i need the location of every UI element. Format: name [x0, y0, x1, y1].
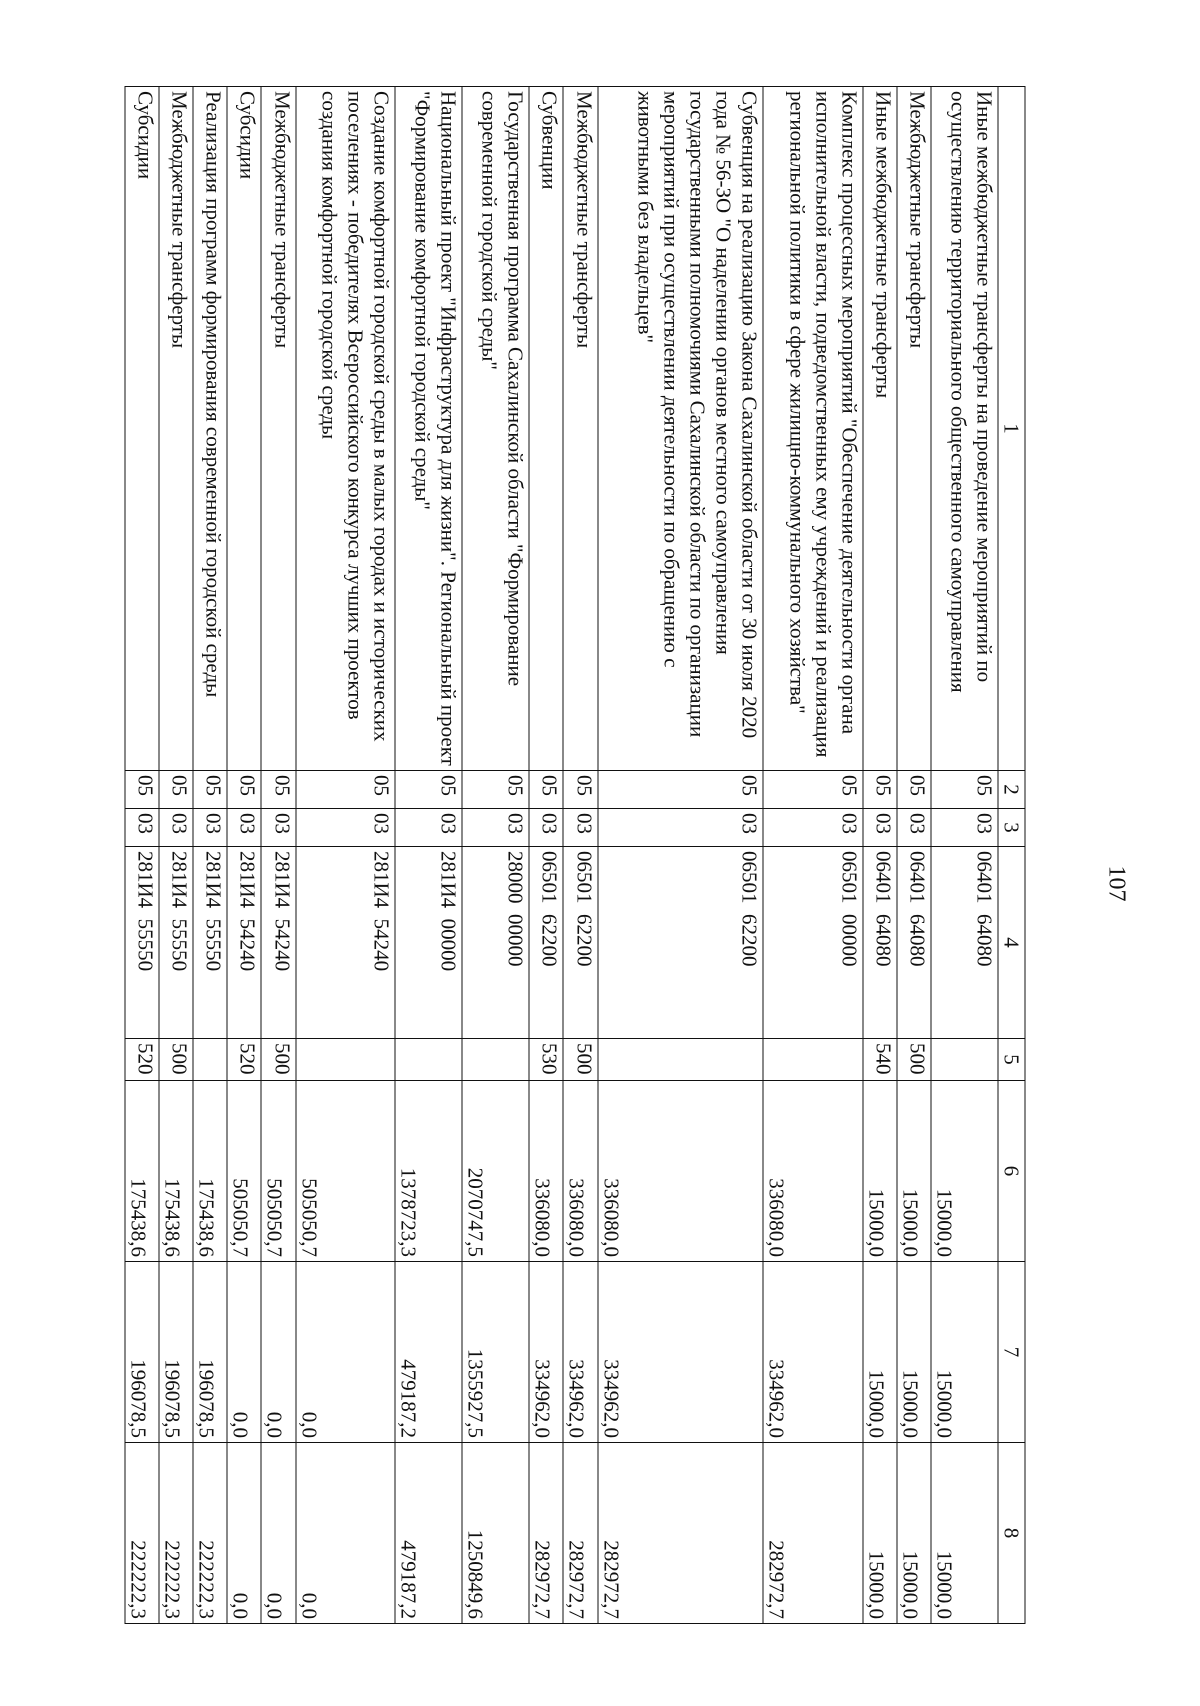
- row-amount-col7: 196078,5: [159, 1262, 193, 1443]
- table-row: [395, 87, 462, 1624]
- row-subsection-code: 03: [193, 809, 227, 847]
- row-amount-col7: 196078,5: [125, 1262, 159, 1443]
- table-row: [296, 87, 396, 1624]
- row-expense-type-code: 500: [262, 1039, 296, 1081]
- row-section-code: 05: [462, 771, 529, 809]
- column-header: 4: [998, 847, 1025, 1039]
- row-target-article-code: 06501 62200: [529, 847, 563, 1039]
- row-target-article-code: 281И4 54240: [296, 847, 396, 1039]
- table-row: [763, 87, 863, 1624]
- budget-table: [125, 86, 1026, 1624]
- row-subsection-code: 03: [227, 809, 261, 847]
- row-amount-col8: 0,0: [227, 1443, 261, 1624]
- row-amount-col7: 0,0: [262, 1262, 296, 1443]
- row-expense-type-code: 500: [159, 1039, 193, 1081]
- row-subsection-code: 03: [563, 809, 597, 847]
- table-row: [897, 87, 931, 1624]
- row-amount-col8: 1250849,6: [462, 1443, 529, 1624]
- row-amount-col7: 0,0: [296, 1262, 396, 1443]
- row-section-code: 05: [897, 771, 931, 809]
- row-amount-col7: 15000,0: [863, 1262, 897, 1443]
- row-target-article-code: 281И4 55550: [193, 847, 227, 1039]
- row-amount-col8: 15000,0: [897, 1443, 931, 1624]
- row-amount-col8: 222222,3: [159, 1443, 193, 1624]
- row-amount-col7: 15000,0: [897, 1262, 931, 1443]
- column-header: 3: [998, 809, 1025, 847]
- row-amount-col7: 0,0: [227, 1262, 261, 1443]
- table-header-row: [998, 87, 1025, 1624]
- row-description: Субвенции: [529, 87, 563, 771]
- table-row: [193, 87, 227, 1624]
- row-amount-col6: 15000,0: [931, 1081, 998, 1262]
- row-description: Субсидии: [125, 87, 159, 771]
- row-target-article-code: 28000 00000: [462, 847, 529, 1039]
- row-amount-col7: 196078,5: [193, 1262, 227, 1443]
- row-amount-col7: 334962,0: [598, 1262, 764, 1443]
- row-amount-col6: 15000,0: [897, 1081, 931, 1262]
- row-description: Иные межбюджетные трансферты: [863, 87, 897, 771]
- column-header: 5: [998, 1039, 1025, 1081]
- row-amount-col6: 175438,6: [125, 1081, 159, 1262]
- row-description: Межбюджетные трансферты: [262, 87, 296, 771]
- row-section-code: 05: [598, 771, 764, 809]
- table-row: [598, 87, 764, 1624]
- column-header: 8: [998, 1443, 1025, 1624]
- table-row: [529, 87, 563, 1624]
- row-amount-col6: 336080,0: [763, 1081, 863, 1262]
- row-amount-col7: 334962,0: [529, 1262, 563, 1443]
- row-amount-col6: 336080,0: [563, 1081, 597, 1262]
- table-row: [227, 87, 261, 1624]
- row-subsection-code: 03: [262, 809, 296, 847]
- row-section-code: 05: [227, 771, 261, 809]
- row-subsection-code: 03: [462, 809, 529, 847]
- row-subsection-code: 03: [529, 809, 563, 847]
- row-description: Государственная программа Сахалинской области "Формирование современной городской среды": [462, 87, 529, 771]
- table-row: [462, 87, 529, 1624]
- row-amount-col6: 15000,0: [863, 1081, 897, 1262]
- row-description: Межбюджетные трансферты: [159, 87, 193, 771]
- row-section-code: 05: [931, 771, 998, 809]
- table-row: [262, 87, 296, 1624]
- row-description: Национальный проект "Инфраструктура для жизни". Региональный проект "Формирование комфортной городской среды": [395, 87, 462, 771]
- row-description: Субсидии: [227, 87, 261, 771]
- row-amount-col8: 222222,3: [125, 1443, 159, 1624]
- row-expense-type-code: [763, 1039, 863, 1081]
- row-amount-col7: 334962,0: [563, 1262, 597, 1443]
- row-section-code: 05: [763, 771, 863, 809]
- row-description: Реализация программ формирования современной городской среды: [193, 87, 227, 771]
- table-row: [563, 87, 597, 1624]
- row-subsection-code: 03: [125, 809, 159, 847]
- row-target-article-code: 06501 00000: [763, 847, 863, 1039]
- row-description: Межбюджетные трансферты: [563, 87, 597, 771]
- row-section-code: 05: [296, 771, 396, 809]
- row-amount-col8: 0,0: [296, 1443, 396, 1624]
- row-amount-col8: 222222,3: [193, 1443, 227, 1624]
- row-expense-type-code: 520: [125, 1039, 159, 1081]
- row-subsection-code: 03: [598, 809, 764, 847]
- row-amount-col8: 479187,2: [395, 1443, 462, 1624]
- row-amount-col8: 282972,7: [598, 1443, 764, 1624]
- row-section-code: 05: [193, 771, 227, 809]
- row-subsection-code: 03: [395, 809, 462, 847]
- table-row: [159, 87, 193, 1624]
- row-section-code: 05: [125, 771, 159, 809]
- row-description: Иные межбюджетные трансферты на проведение мероприятий по осуществлению территориального общественного самоуправления: [931, 87, 998, 771]
- row-expense-type-code: [462, 1039, 529, 1081]
- row-expense-type-code: 530: [529, 1039, 563, 1081]
- row-amount-col6: 1378723,3: [395, 1081, 462, 1262]
- row-target-article-code: 281И4 54240: [227, 847, 261, 1039]
- row-description: Межбюджетные трансферты: [897, 87, 931, 771]
- row-expense-type-code: [193, 1039, 227, 1081]
- column-header: 1: [998, 87, 1025, 771]
- row-section-code: 05: [529, 771, 563, 809]
- row-target-article-code: 06401 64080: [931, 847, 998, 1039]
- row-description: Создание комфортной городской среды в малых городах и исторических поселениях - победителях Всероссийского конкурса лучших проектов создания комфортной городской среды: [296, 87, 396, 771]
- row-target-article-code: 06501 62200: [563, 847, 597, 1039]
- row-amount-col6: 505050,7: [227, 1081, 261, 1262]
- row-amount-col8: 15000,0: [931, 1443, 998, 1624]
- row-expense-type-code: [395, 1039, 462, 1081]
- table-row: [125, 87, 159, 1624]
- column-header: 6: [998, 1081, 1025, 1262]
- row-amount-col8: 0,0: [262, 1443, 296, 1624]
- row-amount-col7: 479187,2: [395, 1262, 462, 1443]
- row-amount-col6: 2070747,5: [462, 1081, 529, 1262]
- row-target-article-code: 06401 64080: [897, 847, 931, 1039]
- row-expense-type-code: 500: [897, 1039, 931, 1081]
- row-amount-col6: 336080,0: [529, 1081, 563, 1262]
- row-target-article-code: 281И4 55550: [125, 847, 159, 1039]
- row-target-article-code: 281И4 00000: [395, 847, 462, 1039]
- column-header: 7: [998, 1262, 1025, 1443]
- row-section-code: 05: [262, 771, 296, 809]
- table-row: [863, 87, 897, 1624]
- row-section-code: 05: [395, 771, 462, 809]
- row-section-code: 05: [863, 771, 897, 809]
- row-subsection-code: 03: [897, 809, 931, 847]
- row-amount-col6: 175438,6: [193, 1081, 227, 1262]
- page-number: 107: [1103, 865, 1130, 902]
- row-section-code: 05: [563, 771, 597, 809]
- row-subsection-code: 03: [863, 809, 897, 847]
- row-expense-type-code: [931, 1039, 998, 1081]
- row-amount-col8: 282972,7: [763, 1443, 863, 1624]
- row-amount-col8: 282972,7: [529, 1443, 563, 1624]
- row-amount-col6: 175438,6: [159, 1081, 193, 1262]
- row-subsection-code: 03: [159, 809, 193, 847]
- row-description: Комплекс процессных мероприятий "Обеспечение деятельности органа исполнительной власти, подведомственных ему учреждений и реализация региональной политики в сфере жилищно-коммунального хозяйства": [763, 87, 863, 771]
- row-amount-col6: 505050,7: [296, 1081, 396, 1262]
- column-header: 2: [998, 771, 1025, 809]
- row-amount-col6: 336080,0: [598, 1081, 764, 1262]
- row-amount-col6: 505050,7: [262, 1081, 296, 1262]
- row-amount-col7: 15000,0: [931, 1262, 998, 1443]
- row-expense-type-code: 540: [863, 1039, 897, 1081]
- row-subsection-code: 03: [763, 809, 863, 847]
- row-expense-type-code: [296, 1039, 396, 1081]
- row-target-article-code: 06501 62200: [598, 847, 764, 1039]
- row-target-article-code: 281И4 54240: [262, 847, 296, 1039]
- row-amount-col8: 15000,0: [863, 1443, 897, 1624]
- row-subsection-code: 03: [931, 809, 998, 847]
- row-expense-type-code: [598, 1039, 764, 1081]
- table-row: [931, 87, 998, 1624]
- row-expense-type-code: 520: [227, 1039, 261, 1081]
- row-target-article-code: 281И4 55550: [159, 847, 193, 1039]
- row-amount-col8: 282972,7: [563, 1443, 597, 1624]
- row-description: Субвенция на реализацию Закона Сахалинской области от 30 июля 2020 года № 56-ЗО "О наделении органов местного самоуправления государственными полномочиями Сахалинской области по организации мероприятий при осуществлении деятельности по обращению с животными без владельцев": [598, 87, 764, 771]
- row-amount-col7: 334962,0: [763, 1262, 863, 1443]
- row-amount-col7: 1355927,5: [462, 1262, 529, 1443]
- row-target-article-code: 06401 64080: [863, 847, 897, 1039]
- row-subsection-code: 03: [296, 809, 396, 847]
- row-expense-type-code: 500: [563, 1039, 597, 1081]
- row-section-code: 05: [159, 771, 193, 809]
